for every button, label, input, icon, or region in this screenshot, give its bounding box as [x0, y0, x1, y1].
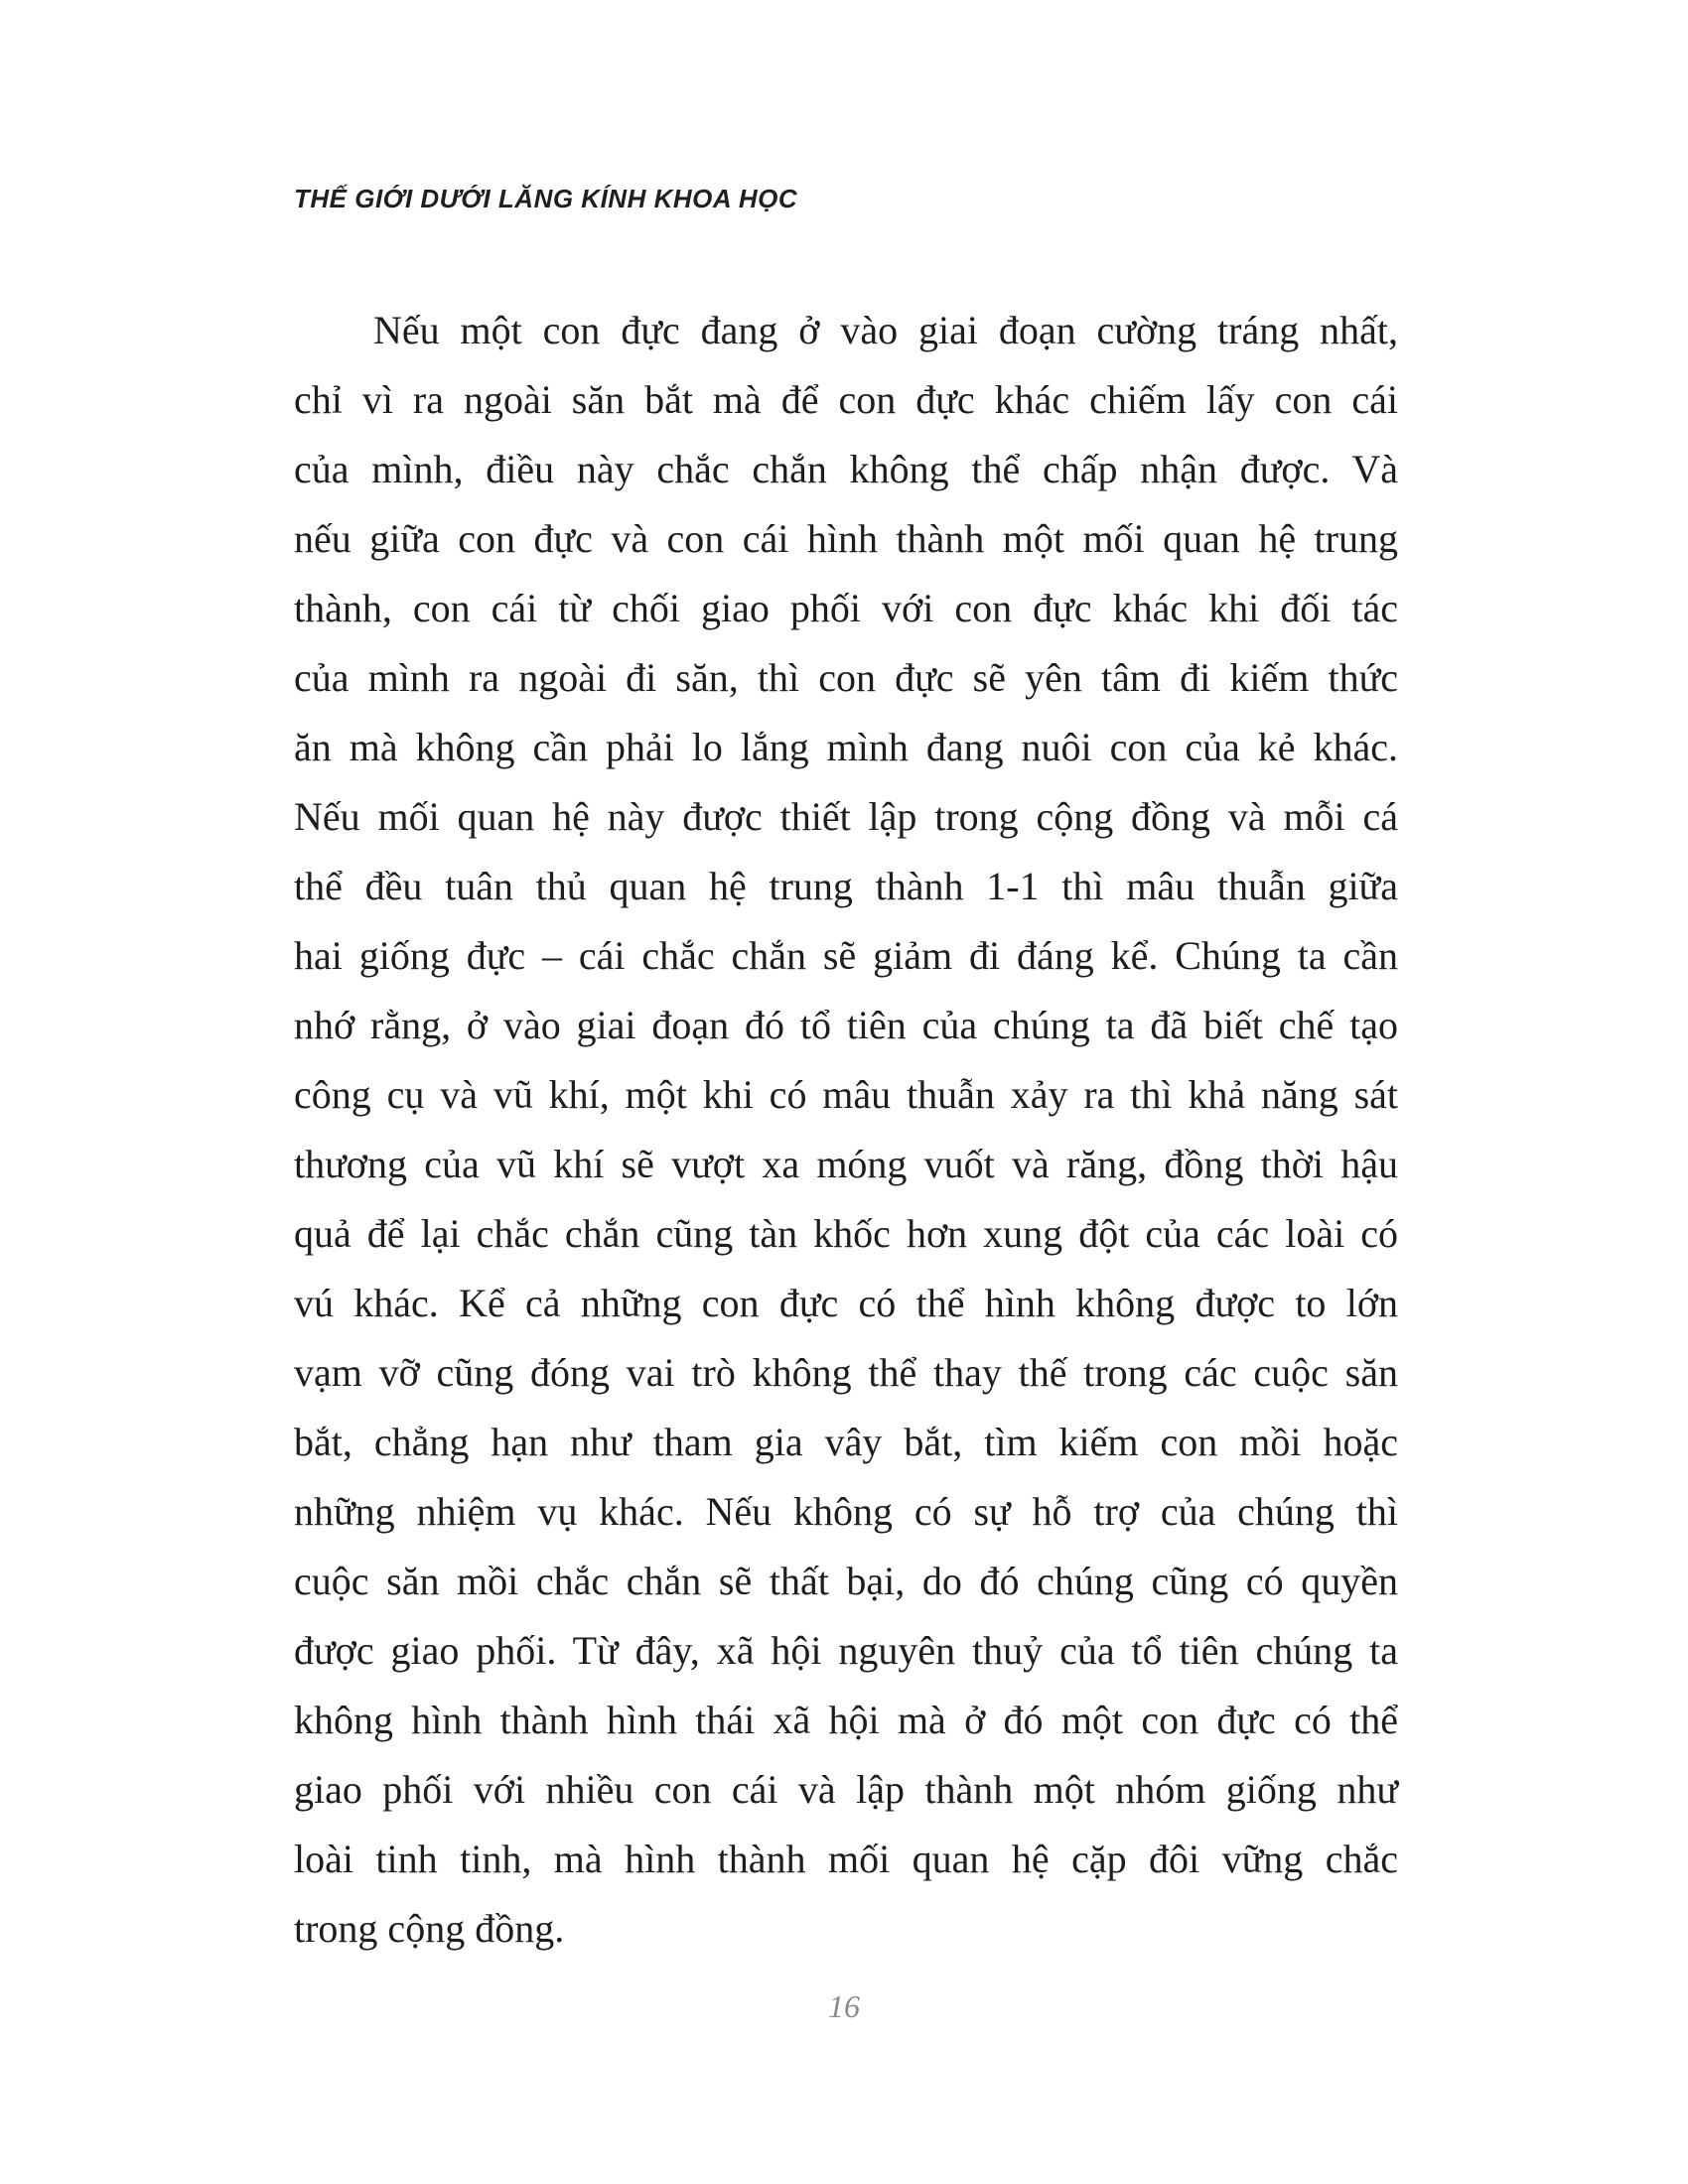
text-line: giao phối với nhiều con cái và lập thành một nhóm giống như	[294, 1767, 1398, 1812]
text-line: nhớ rằng, ở vào giai đoạn đó tổ tiên của chúng ta đã biết chế tạo	[294, 1003, 1398, 1047]
text-line: ăn mà không cần phải lo lắng mình đang nuôi con của kẻ khác.	[294, 725, 1398, 769]
text-line: loài tinh tinh, mà hình thành mối quan hệ cặp đôi vững chắc	[294, 1837, 1398, 1881]
text-line: được giao phối. Từ đây, xã hội nguyên thuỷ của tổ tiên chúng ta	[294, 1628, 1398, 1673]
text-line: Nếu mối quan hệ này được thiết lập trong cộng đồng và mỗi cá	[294, 794, 1398, 839]
text-line: trong cộng đồng.	[294, 1906, 565, 1951]
text-line: công cụ và vũ khí, một khi có mâu thuẫn xảy ra thì khả năng sát	[294, 1072, 1398, 1117]
running-header: THẾ GIỚI DƯỚI LĂNG KÍNH KHOA HỌC	[294, 184, 798, 213]
page-number: 16	[828, 1988, 860, 2024]
text-line: hai giống đực – cái chắc chắn sẽ giảm đi đáng kể. Chúng ta cần	[294, 933, 1398, 978]
text-line: không hình thành hình thái xã hội mà ở đó một con đực có thể	[294, 1698, 1398, 1742]
text-line: cuộc săn mồi chắc chắn sẽ thất bại, do đó chúng cũng có quyền	[294, 1559, 1398, 1603]
text-line: chỉ vì ra ngoài săn bắt mà để con đực khác chiếm lấy con cái	[294, 377, 1398, 422]
body-paragraph	[294, 296, 1398, 1964]
text-line: của mình ra ngoài đi săn, thì con đực sẽ yên tâm đi kiếm thức	[294, 655, 1398, 700]
text-line: Nếu một con đực đang ở vào giai đoạn cường tráng nhất,	[373, 308, 1398, 352]
text-line: thể đều tuân thủ quan hệ trung thành 1-1 thì mâu thuẫn giữa	[294, 864, 1398, 908]
text-line: thương của vũ khí sẽ vượt xa móng vuốt và răng, đồng thời hậu	[294, 1142, 1398, 1186]
text-line: vú khác. Kể cả những con đực có thể hình không được to lớn	[294, 1281, 1398, 1325]
text-line: quả để lại chắc chắn cũng tàn khốc hơn xung đột của các loài có	[294, 1211, 1398, 1256]
text-line: nếu giữa con đực và con cái hình thành một mối quan hệ trung	[294, 516, 1398, 561]
text-line: thành, con cái từ chối giao phối với con đực khác khi đối tác	[294, 586, 1398, 630]
text-line: những nhiệm vụ khác. Nếu không có sự hỗ trợ của chúng thì	[294, 1489, 1398, 1534]
text-line: của mình, điều này chắc chắn không thể chấp nhận được. Và	[294, 447, 1398, 491]
text-line: bắt, chẳng hạn như tham gia vây bắt, tìm kiếm con mồi hoặc	[294, 1420, 1398, 1464]
text-line: vạm vỡ cũng đóng vai trò không thể thay thế trong các cuộc săn	[294, 1350, 1398, 1395]
